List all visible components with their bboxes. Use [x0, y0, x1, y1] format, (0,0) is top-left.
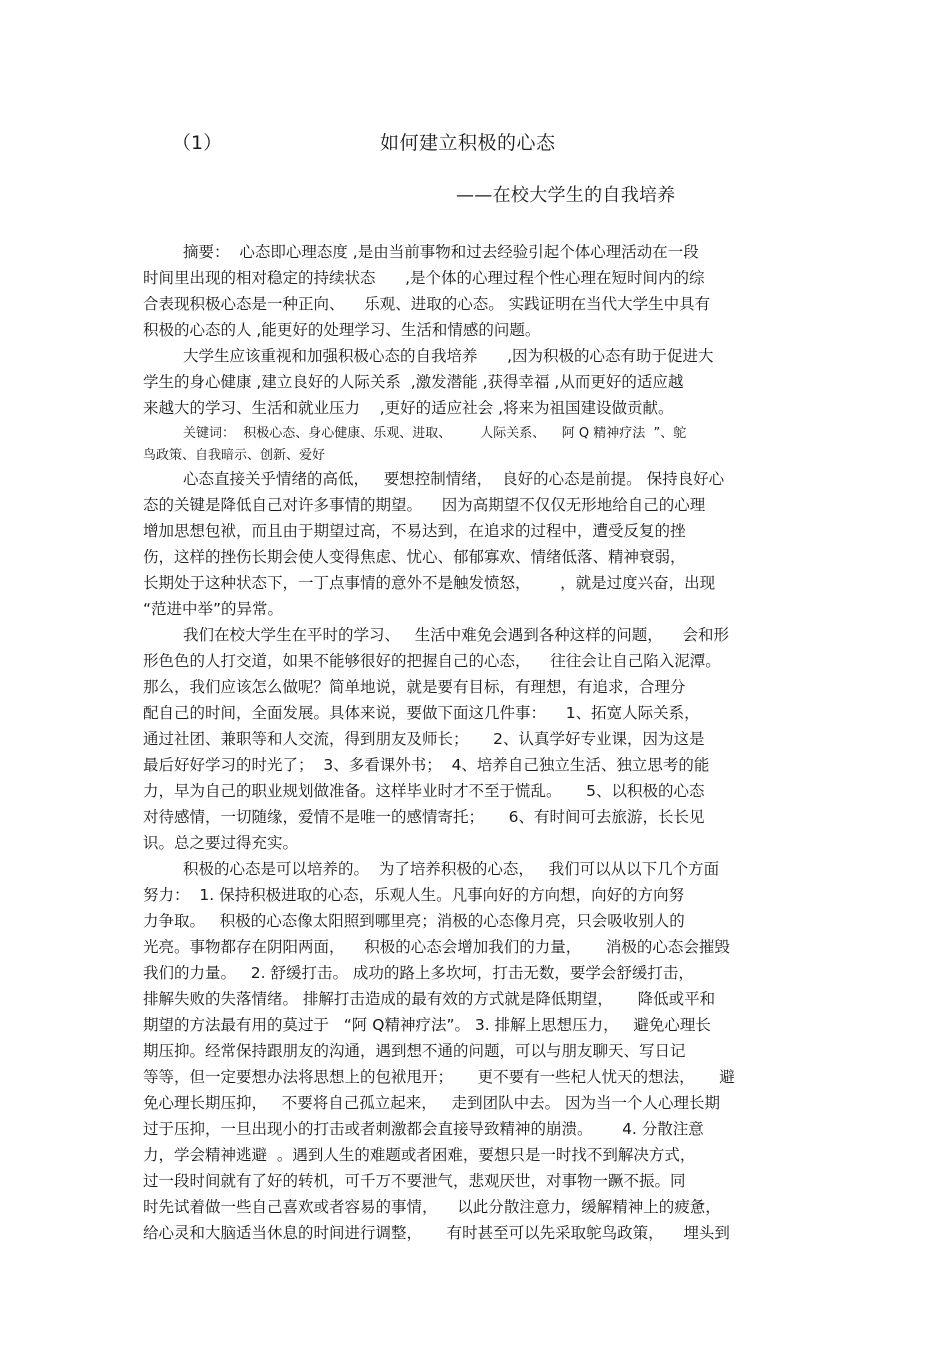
- text-line: 我们在校大学生在平时的学习、 生活中难免会遇到各种这样的问题， 会和形: [183, 626, 729, 644]
- page-subtitle: ——在校大学生的自我培养: [456, 185, 676, 206]
- text-line: 学生的身心健康 ,建立良好的人际关系 ,激发潜能 ,获得幸福 ,从而更好的适应越: [143, 373, 684, 391]
- section-number: （1）: [172, 132, 223, 154]
- text-line: 光亮。事物都存在阴阳两面， 积极的心态会增加我们的力量， 消极的心态会摧毁: [143, 938, 730, 956]
- text-line: 过于压抑，一旦出现小的打击或者刺激都会直接导致精神的崩溃。 4. 分散注意: [143, 1120, 704, 1138]
- text-line: 免心理长期压抑， 不要将自己孤立起来， 走到团队中去。 因为当一个人心理长期: [143, 1094, 720, 1112]
- text-line: 伤，这样的挫伤长期会使人变得焦虑、忧心、郁郁寡欢、情绪低落、精神衰弱，: [143, 548, 686, 566]
- text-line: 期望的方法最有用的莫过于 “阿 Q精神疗法”。 3. 排解上思想压力， 避免心理长: [143, 1016, 711, 1034]
- text-line: 积极的心态是可以培养的。 为了培养积极的心态， 我们可以从以下几个方面: [183, 860, 720, 878]
- text-line: 合表现积极心态是一种正向、 乐观、进取的心态。 实践证明在当代大学生中具有: [143, 295, 711, 313]
- text-line: 增加思想包袱，而且由于期望过高，不易达到，在追求的过程中，遭受反复的挫: [143, 522, 686, 540]
- text-line: 我们的力量。 2. 舒缓打击。 成功的路上多坎坷，打击无数，要学会舒缓打击，: [143, 964, 694, 982]
- text-line: 鸟政策、自我暗示、创新、爱好: [143, 448, 326, 463]
- text-line: 力争取。 积极的心态像太阳照到哪里亮；消极的心态像月亮，只会吸收别人的: [143, 912, 685, 930]
- text-line: 形色色的人打交道，如果不能够很好的把握自己的心态， 往往会让自己陷入泥潭。: [143, 652, 721, 670]
- text-line: 长期处于这种状态下，一丁点事情的意外不是触发愤怒， ，就是过度兴奋，出现: [143, 574, 716, 592]
- text-line: 识。总之要过得充实。: [143, 834, 299, 852]
- text-line: 力，早为自己的职业规划做准备。这样毕业时才不至于慌乱。 5、以积极的心态: [143, 782, 705, 800]
- text-line: 给心灵和大脑适当休息的时间进行调整， 有时甚至可以先采取鸵鸟政策， 埋头到: [143, 1224, 730, 1242]
- text-line: 排解失败的失落情绪。 排解打击造成的最有效的方式就是降低期望， 降低或平和: [143, 990, 716, 1008]
- text-line: 等等，但一定要想办法将思想上的包袱甩开； 更不要有一些杞人忧天的想法， 避: [143, 1068, 735, 1086]
- text-line: 时先试着做一些自己喜欢或者容易的事情， 以此分散注意力，缓解精神上的疲惫，: [143, 1198, 721, 1216]
- text-line: 大学生应该重视和加强积极心态的自我培养 ,因为积极的心态有助于促进大: [183, 347, 714, 365]
- text-line: 时间里出现的相对稳定的持续状态 ,是个体的心理过程个性心理在短时间内的综: [143, 269, 705, 287]
- text-line: 态的关键是降低自己对许多事情的期望。 因为高期望不仅仅无形地给自己的心理: [143, 496, 706, 514]
- text-line: 关键词： 积极心态、身心健康、乐观、进取、 人际关系、 阿 Q 精神疗法 ”、鸵: [183, 426, 687, 441]
- text-line: 过一段时间就有了好的转机，可千万不要泄气，悲观厌世，对事物一蹶不振。同: [143, 1172, 686, 1190]
- text-line: 期压抑。经常保持跟朋友的沟通，遇到想不通的问题，可以与朋友聊天、写日记: [143, 1042, 686, 1060]
- page-title: 如何建立积极的心态: [380, 132, 556, 154]
- text-line: 通过社团、兼职等和人交流，得到朋友及师长； 2、认真学好专业课，因为这是: [143, 730, 705, 748]
- text-line: 配自己的时间，全面发展。具体来说，要做下面这几件事： 1、拓宽人际关系，: [143, 704, 700, 722]
- text-line: 对待感情，一切随缘，爱情不是唯一的感情寄托； 6、有时间可去旅游，长长见: [143, 808, 705, 826]
- text-line: 来越大的学习、生活和就业压力 ,更好的适应社会 ,将来为祖国建设做贡献。: [143, 399, 674, 417]
- text-line: 心态直接关乎情绪的高低， 要想控制情绪， 良好的心态是前提。 保持良好心: [183, 470, 725, 488]
- text-line: “范进中举”的异常。: [143, 600, 284, 618]
- text-line: 力，学会精神逃避 。遇到人生的难题或者困难，要想只是一时找不到解决方式，: [143, 1146, 696, 1164]
- text-line: 积极的心态的人 ,能更好的处理学习、生活和情感的问题。: [143, 321, 541, 339]
- text-line: 摘要： 心态即心理态度 ,是由当前事物和过去经验引起个体心理活动在一段: [183, 243, 699, 261]
- text-line: 那么，我们应该怎么做呢？简单地说，就是要有目标，有理想，有追求，合理分: [143, 678, 686, 696]
- text-line: 最后好好学习的时光了； 3、多看课外书； 4、培养自己独立生活、独立思考的能: [143, 756, 710, 774]
- text-line: 努力： 1. 保持积极进取的心态，乐观人生。凡事向好的方向想，向好的方向努: [143, 886, 685, 904]
